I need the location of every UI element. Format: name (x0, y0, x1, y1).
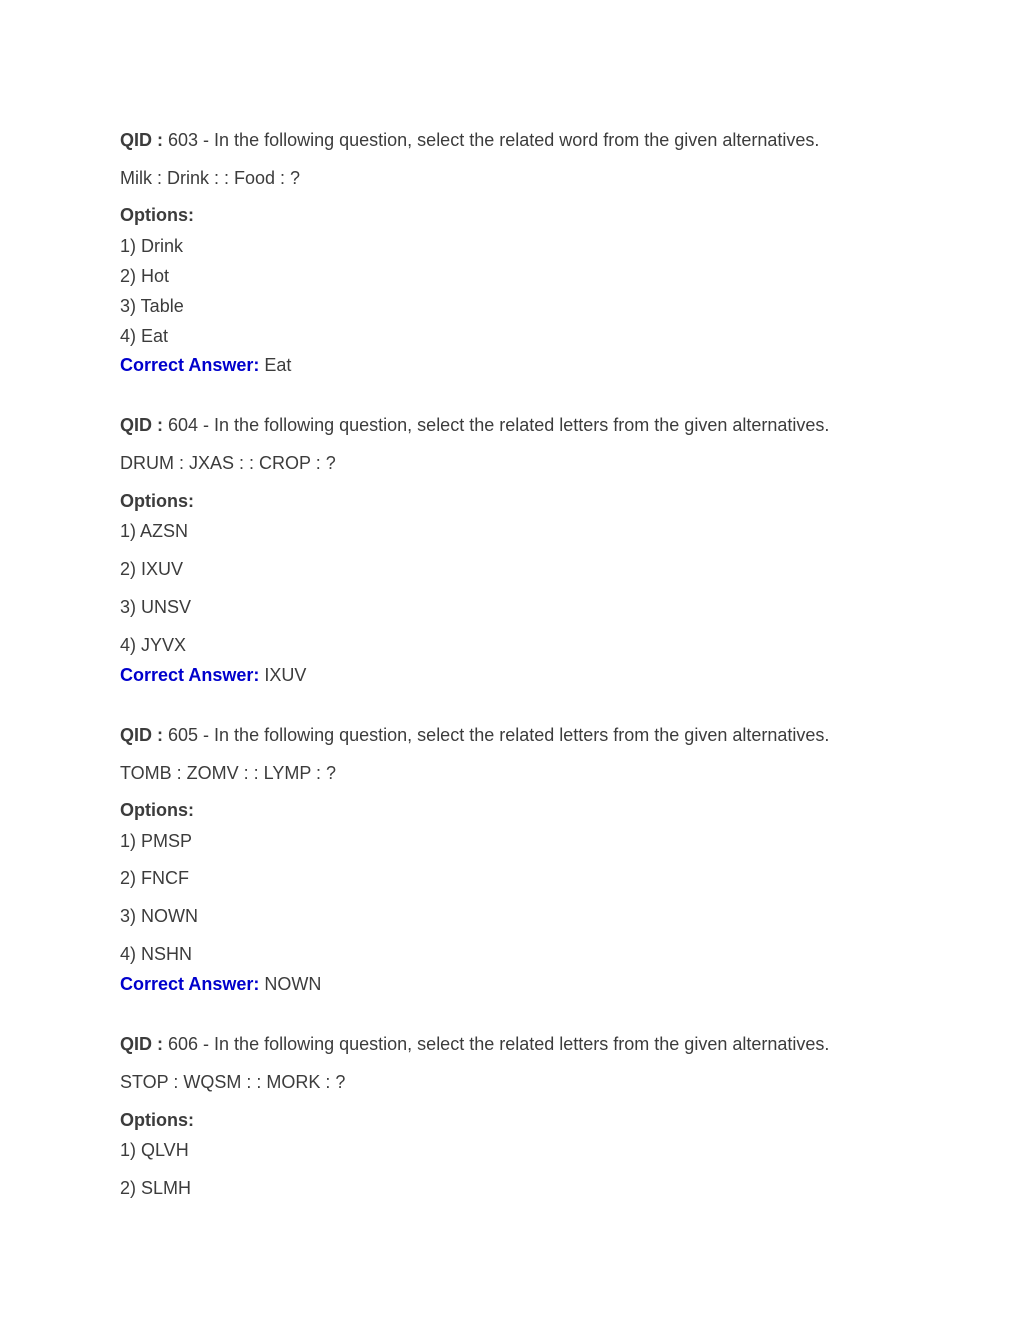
qid-label: QID : (120, 1034, 163, 1054)
question-header (120, 724, 829, 746)
correct-answer-value: Eat (264, 355, 292, 375)
option-item: 3) Table (120, 296, 184, 316)
question-prompt: Milk : Drink : : Food : ? (120, 168, 301, 188)
options-label: Options: (120, 800, 194, 820)
option-item: 1) QLVH (120, 1140, 189, 1160)
option-item: 1) AZSN (120, 521, 189, 541)
options-label: Options: (120, 205, 194, 225)
option-item: 2) FNCF (120, 868, 189, 888)
option-item: 2) SLMH (120, 1178, 192, 1198)
correct-answer-label: Correct Answer: (120, 355, 260, 375)
correct-answer-label: Correct Answer: (120, 665, 260, 685)
question-text: 604 - In the following question, select the related letters from the given alternatives. (168, 415, 830, 435)
option-item: 2) Hot (120, 266, 170, 286)
option-item: 4) JYVX (120, 635, 187, 655)
question-text: 606 - In the following question, select the related letters from the given alternatives. (168, 1034, 830, 1054)
options-label: Options: (120, 1110, 194, 1130)
options-label: Options: (120, 491, 194, 511)
qid-label: QID : (120, 725, 163, 745)
option-item: 3) NOWN (120, 906, 198, 926)
option-item: 2) IXUV (120, 559, 184, 579)
correct-answer-value: IXUV (264, 665, 307, 685)
question-header (120, 414, 829, 436)
correct-answer-value: NOWN (264, 974, 322, 994)
question-text: 603 - In the following question, select the related word from the given alternatives. (168, 130, 820, 150)
correct-answer (120, 664, 306, 686)
question-prompt: DRUM : JXAS : : CROP : ? (120, 453, 336, 473)
option-item: 3) UNSV (120, 597, 192, 617)
correct-answer-label: Correct Answer: (120, 974, 260, 994)
qid-label: QID : (120, 130, 163, 150)
qid-label: QID : (120, 415, 163, 435)
question-header (120, 1033, 829, 1055)
question-prompt: TOMB : ZOMV : : LYMP : ? (120, 763, 337, 783)
option-item: 4) Eat (120, 326, 169, 346)
question-text: 605 - In the following question, select the related letters from the given alternatives. (168, 725, 830, 745)
correct-answer (120, 354, 291, 376)
correct-answer (120, 973, 321, 995)
question-prompt: STOP : WQSM : : MORK : ? (120, 1072, 346, 1092)
option-item: 1) Drink (120, 236, 184, 256)
question-header (120, 129, 819, 151)
option-item: 1) PMSP (120, 831, 193, 851)
option-item: 4) NSHN (120, 944, 193, 964)
